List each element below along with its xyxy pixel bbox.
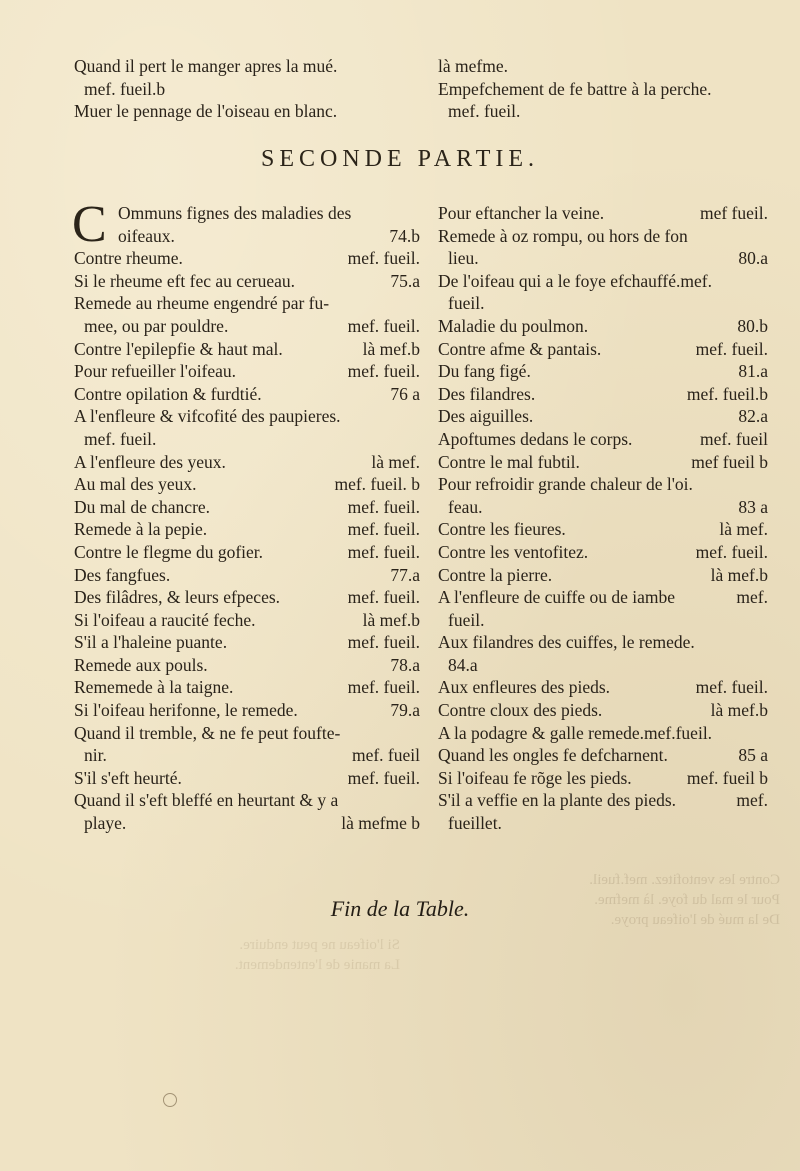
table-entry: [74, 55, 420, 78]
entry-reference: mef. fueil: [351, 745, 420, 766]
entry-reference: mef fueil b: [691, 451, 768, 472]
entry-text: Contre la pierre.: [438, 564, 553, 585]
entry-text: Au mal des yeux.: [74, 474, 197, 495]
table-entry: [74, 722, 420, 745]
entry-reference: mef. fueil.b: [686, 383, 768, 404]
entry-reference: là mefme b: [341, 813, 420, 834]
entry-text: Quand il s'eft bleffé en heurtant & y a: [74, 790, 339, 811]
entry-reference: 80.b: [737, 315, 768, 336]
entry-reference: mef. fueil.: [695, 677, 768, 698]
table-entry: [74, 383, 420, 406]
entry-text: Quand il tremble, & ne fe peut foufte-: [74, 722, 341, 743]
end-of-table-text: Fin de la Table.: [330, 896, 470, 921]
entry-text: Pour refueiller l'oifeau.: [74, 361, 237, 382]
entry-text: Remede à oz rompu, ou hors de fon: [438, 225, 688, 246]
table-entry: [74, 315, 420, 338]
entry-text: Quand il pert le manger apres la mué.: [74, 56, 338, 76]
table-entry: [438, 631, 768, 654]
entry-text: S'il a l'haleine puante.: [74, 632, 228, 653]
left-column-entries: [72, 196, 420, 835]
entry-reference: 75.a: [390, 270, 420, 291]
entry-reference: là mef.b: [362, 609, 420, 630]
entry-text: oifeaux.: [118, 225, 175, 246]
table-entry: [74, 496, 420, 519]
entry-text: fueil.: [448, 293, 485, 314]
entry-reference: mef.: [736, 587, 768, 608]
entry-reference: mef. fueil.: [347, 519, 420, 540]
table-entry: [438, 676, 768, 699]
entry-text: Contre les fieures.: [438, 519, 566, 540]
entry-text: mee, ou par pouldre.: [84, 315, 229, 336]
table-entry: [74, 518, 420, 541]
entry-reference: mef. fueil.: [347, 767, 420, 788]
entry-text: Du fang figé.: [438, 361, 531, 382]
right-column-entries: [438, 202, 768, 835]
table-entry: [74, 451, 420, 474]
table-entry: [74, 586, 420, 609]
entry-text: Ommuns fignes des maladies des: [118, 203, 352, 223]
entry-reference: 83 a: [738, 496, 768, 517]
entry-reference: mef. fueil.: [347, 496, 420, 517]
entry-reference: là mef.b: [710, 700, 768, 721]
table-entry: [438, 100, 768, 123]
table-entry: [438, 292, 768, 315]
entry-text: Maladie du poulmon.: [438, 315, 589, 336]
table-entry: [74, 676, 420, 699]
top-left-entries: [74, 55, 420, 123]
table-entry: [438, 202, 768, 225]
table-entry: [74, 789, 420, 812]
entry-reference: là mef.: [719, 519, 768, 540]
table-entry: [438, 428, 768, 451]
table-entry: [74, 473, 420, 496]
show-through-text-left: Si l'oifeau ne peut enduire. La manie de l'entendement.: [234, 937, 400, 973]
paper-blemish: [163, 1093, 177, 1107]
table-entry: [438, 722, 768, 745]
table-entry: [438, 405, 768, 428]
entry-text: S'il s'eft heurté.: [74, 767, 182, 788]
table-entry: [74, 654, 420, 677]
table-entry: [74, 78, 420, 101]
entry-text: A l'enfleure de cuiffe ou de iambe: [438, 587, 676, 608]
entry-text: playe.: [84, 813, 127, 834]
table-entry: [74, 100, 420, 123]
entry-text: Contre rheume.: [74, 248, 183, 269]
entry-text: fueil.: [448, 609, 485, 630]
table-entry: [438, 699, 768, 722]
entry-text: S'il a veffie en la plante des pieds.: [438, 790, 677, 811]
entry-text: Apoftumes dedans le corps.: [438, 428, 633, 449]
entry-text: Des filandres.: [438, 383, 536, 404]
table-entry: [438, 315, 768, 338]
table-entry: [74, 767, 420, 790]
table-entry: [74, 744, 420, 767]
entry-text: Des aiguilles.: [438, 406, 534, 427]
table-entry: [438, 789, 768, 812]
entry-reference: mef. fueil b: [686, 767, 768, 788]
entry-text: Empefchement de fe battre à la perche.: [438, 78, 712, 99]
entry-text: Pour eftancher la veine.: [438, 203, 605, 223]
entry-text: Contre l'epilepfie & haut mal.: [74, 338, 283, 359]
entry-text: Si le rheume eft fec au cerueau.: [74, 270, 296, 291]
entry-text: 84.a: [448, 654, 478, 675]
table-entry: [438, 744, 768, 767]
drop-cap-letter: C: [72, 196, 107, 253]
table-entry: [438, 609, 768, 632]
table-entry: [438, 225, 768, 248]
entry-reference: 77.a: [390, 564, 420, 585]
entry-text: A la podagre & galle remede.mef.fueil.: [438, 722, 713, 743]
top-right-entries: [438, 55, 768, 123]
table-entry: [74, 564, 420, 587]
table-entry: [438, 473, 768, 496]
entry-text: Des fangfues.: [74, 564, 171, 585]
entry-reference: mef. fueil. b: [334, 474, 420, 495]
entry-text: Contre le mal fubtil.: [438, 451, 580, 472]
entry-text: mef. fueil.b: [84, 78, 166, 99]
table-entry: [438, 541, 768, 564]
entry-text: Remede aux pouls.: [74, 654, 208, 675]
entry-reference: 81.a: [738, 361, 768, 382]
entry-text: là mefme.: [438, 56, 508, 76]
entry-reference: mef. fueil.: [347, 541, 420, 562]
entry-reference: mef. fueil.: [347, 587, 420, 608]
entry-text: lieu.: [448, 248, 479, 269]
table-entry: [74, 247, 420, 270]
entry-text: Contre les ventofitez.: [438, 541, 589, 562]
table-entry: [74, 225, 420, 248]
table-entry: [74, 292, 420, 315]
entry-text: Muer le pennage de l'oiseau en blanc.: [74, 101, 338, 122]
entry-reference: mef. fueil.: [695, 541, 768, 562]
entry-text: fueillet.: [448, 813, 502, 834]
entry-text: Aux filandres des cuiffes, le remede.: [438, 632, 695, 653]
table-entry: [438, 564, 768, 587]
table-entry: [438, 518, 768, 541]
entry-reference: mef fueil.: [699, 203, 768, 223]
entry-reference: là mef.: [371, 451, 420, 472]
table-entry: [438, 451, 768, 474]
entry-reference: mef. fueil.: [695, 338, 768, 359]
table-entry: [74, 202, 420, 225]
entry-text: De l'oifeau qui a le foye efchauffé.mef.: [438, 270, 712, 291]
entry-text: Contre cloux des pieds.: [438, 700, 603, 721]
entry-text: Si l'oifeau fe rõge les pieds.: [438, 767, 632, 788]
table-entry: [74, 428, 420, 451]
table-entry: [74, 405, 420, 428]
entry-reference: 76 a: [390, 383, 420, 404]
entry-text: Quand les ongles fe defcharnent.: [438, 745, 668, 766]
entry-reference: mef. fueil.: [347, 361, 420, 382]
entry-text: Du mal de chancre.: [74, 496, 211, 517]
table-entry: [74, 812, 420, 835]
entry-reference: mef. fueil.: [347, 632, 420, 653]
entry-reference: 85 a: [738, 745, 768, 766]
entry-reference: mef. fueil.: [347, 248, 420, 269]
entry-reference: mef. fueil: [699, 428, 768, 449]
table-entry: [438, 654, 768, 677]
table-entry: [74, 360, 420, 383]
entry-text: Remede à la pepie.: [74, 519, 208, 540]
entry-reference: 80.a: [738, 248, 768, 269]
table-entry: [438, 247, 768, 270]
table-entry: [438, 55, 768, 78]
entry-reference: mef. fueil.: [347, 677, 420, 698]
table-entry: [74, 338, 420, 361]
entry-text: feau.: [448, 496, 483, 517]
entry-text: Aux enfleures des pieds.: [438, 677, 611, 698]
entry-text: A l'enfleure des yeux.: [74, 451, 226, 472]
entry-reference: 82.a: [738, 406, 768, 427]
entry-text: Des filâdres, & leurs efpeces.: [74, 587, 281, 608]
table-entry: [438, 270, 768, 293]
table-entry: [74, 631, 420, 654]
table-entry: [438, 78, 768, 101]
entry-reference: mef.: [736, 790, 768, 811]
entry-reference: 78.a: [390, 654, 420, 675]
entry-text: Si l'oifeau a raucité feche.: [74, 609, 256, 630]
section-heading: SECONDE PARTIE.: [260, 146, 540, 172]
entry-text: Si l'oifeau herifonne, le remede.: [74, 700, 298, 721]
entry-text: nir.: [84, 745, 107, 766]
entry-text: Contre opilation & furdtié.: [74, 383, 262, 404]
entry-reference: mef. fueil.: [347, 315, 420, 336]
table-entry: [74, 541, 420, 564]
entry-text: mef. fueil.: [448, 101, 521, 122]
table-entry: [438, 338, 768, 361]
table-entry: [438, 812, 768, 835]
entry-text: Remede au rheume engendré par fu-: [74, 293, 330, 314]
table-entry: [438, 767, 768, 790]
table-entry: [74, 609, 420, 632]
table-entry: [74, 270, 420, 293]
table-entry: [438, 496, 768, 519]
table-entry: [438, 586, 768, 609]
show-through-text: Contre les ventofitez. mef.fueil. Pour le mal du foye. là mefme. De la mué de l'oifeau proye.: [589, 872, 780, 928]
table-entry: [438, 383, 768, 406]
table-entry: [438, 360, 768, 383]
entry-text: Pour refroidir grande chaleur de l'oi.: [438, 474, 693, 495]
entry-reference: là mef.b: [710, 564, 768, 585]
entry-reference: 74.b: [389, 225, 420, 246]
entry-reference: 79.a: [390, 700, 420, 721]
entry-text: Contre afme & pantais.: [438, 338, 602, 359]
entry-reference: là mef.b: [362, 338, 420, 359]
entry-text: A l'enfleure & vifcofité des paupieres.: [74, 406, 341, 427]
entry-text: Contre le flegme du gofier.: [74, 541, 264, 562]
entry-text: mef. fueil.: [84, 428, 157, 449]
table-entry: [74, 699, 420, 722]
entry-text: Rememede à la taigne.: [74, 677, 234, 698]
